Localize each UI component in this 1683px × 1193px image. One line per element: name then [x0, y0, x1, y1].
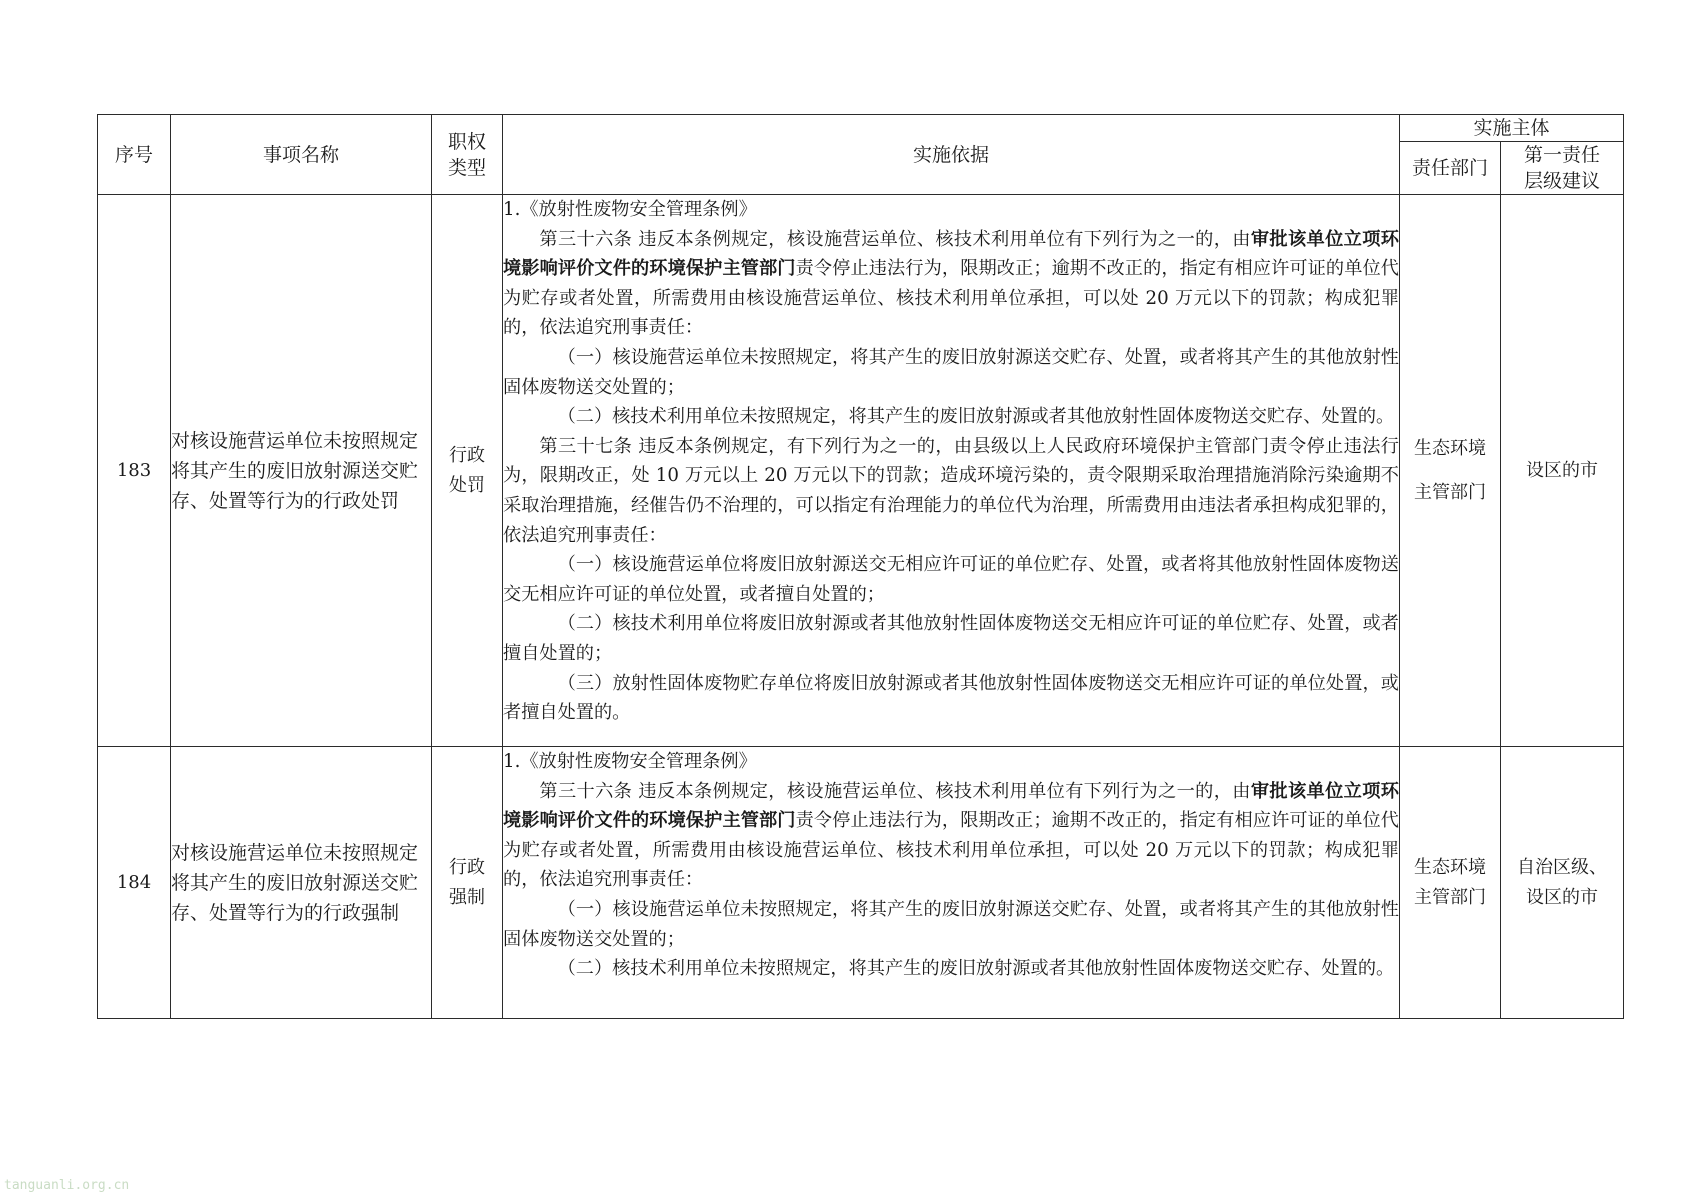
header-subject: 实施主体 — [1400, 115, 1624, 142]
basis-article-37: 第三十七条 违反本条例规定，有下列行为之一的，由县级以上人民政府环境保护主管部门责令停止违法行为，限期改正，处 10 万元以上 20 万元以下的罚款；造成环境污染的，责令限期采取治理措施消除污染逾期不采取治理措施，经催告仍不治理的，可以指定有治理能力的单位代为治理，所需费用由违法者承担构成犯罪的，依法追究刑事责任： — [503, 435, 1399, 546]
row-basis — [503, 747, 1400, 1019]
header-type: 职权类型 — [432, 115, 503, 195]
row-seq: 184 — [98, 747, 171, 1019]
basis-item: （一）核设施营运单位未按照规定，将其产生的废旧放射源送交贮存、处置，或者将其产生的其他放射性固体废物送交处置的； — [503, 898, 1399, 950]
header-row-top — [98, 115, 1624, 142]
watermark: tanguanli.org.cn — [4, 1178, 130, 1193]
basis-bold-authority: 审批该单位立项环境影响评价文件的环境保护主管部门 — [503, 228, 1399, 280]
basis-item: （三）放射性固体废物贮存单位将废旧放射源或者其他放射性固体废物送交无相应许可证的单位处置，或者擅自处置的。 — [503, 672, 1399, 724]
table-row — [98, 747, 1624, 1019]
row-level: 自治区级、设区的市 — [1501, 747, 1624, 1019]
row-dept: 生态环境主管部门 — [1400, 747, 1501, 1019]
row-dept: 生态环境主管部门 — [1400, 195, 1501, 747]
basis-item: （二）核技术利用单位未按照规定，将其产生的废旧放射源或者其他放射性固体废物送交贮存、处置的。 — [557, 406, 1395, 428]
basis-article-36: 第三十六条 违反本条例规定，核设施营运单位、核技术利用单位有下列行为之一的，由审批该单位立项环境影响评价文件的环境保护主管部门责令停止违法行为，限期改正；逾期不改正的，指定有相应许可证的单位代为贮存或者处置，所需费用由核设施营运单位、核技术利用单位承担，可以处 20 万元以下的罚款；构成犯罪的，依法追究刑事责任： — [503, 780, 1399, 891]
header-seq: 序号 — [98, 115, 171, 195]
row-type: 行政处罚 — [432, 195, 503, 747]
header-basis: 实施依据 — [503, 115, 1400, 195]
authority-table — [97, 114, 1624, 1019]
basis-item: （二）核技术利用单位将废旧放射源或者其他放射性固体废物送交无相应许可证的单位贮存、处置，或者擅自处置的； — [503, 613, 1399, 664]
header-dept: 责任部门 — [1400, 142, 1501, 195]
table-row — [98, 195, 1624, 747]
row-basis — [503, 195, 1400, 747]
basis-item: （二）核技术利用单位未按照规定，将其产生的废旧放射源或者其他放射性固体废物送交贮存、处置的。 — [557, 958, 1395, 980]
basis-bold-authority: 审批该单位立项环境影响评价文件的环境保护主管部门 — [503, 780, 1399, 832]
row-seq: 183 — [98, 195, 171, 747]
row-item-name: 对核设施营运单位未按照规定将其产生的废旧放射源送交贮存、处置等行为的行政处罚 — [171, 195, 432, 747]
basis-item: （一）核设施营运单位将废旧放射源送交无相应许可证的单位贮存、处置，或者将其他放射性固体废物送交无相应许可证的单位处置，或者擅自处置的； — [503, 554, 1399, 605]
header-level: 第一责任层级建议 — [1501, 142, 1624, 195]
basis-title: 1.《放射性废物安全管理条例》 — [503, 751, 757, 772]
header-name: 事项名称 — [171, 115, 432, 195]
basis-item: （一）核设施营运单位未按照规定，将其产生的废旧放射源送交贮存、处置，或者将其产生的其他放射性固体废物送交处置的； — [503, 346, 1399, 398]
row-item-name: 对核设施营运单位未按照规定将其产生的废旧放射源送交贮存、处置等行为的行政强制 — [171, 747, 432, 1019]
row-level: 设区的市 — [1501, 195, 1624, 747]
row-type: 行政强制 — [432, 747, 503, 1019]
basis-article-36: 第三十六条 违反本条例规定，核设施营运单位、核技术利用单位有下列行为之一的，由审批该单位立项环境影响评价文件的环境保护主管部门责令停止违法行为，限期改正；逾期不改正的，指定有相应许可证的单位代为贮存或者处置，所需费用由核设施营运单位、核技术利用单位承担，可以处 20 万元以下的罚款；构成犯罪的，依法追究刑事责任： — [503, 228, 1399, 339]
basis-title: 1.《放射性废物安全管理条例》 — [503, 199, 757, 220]
